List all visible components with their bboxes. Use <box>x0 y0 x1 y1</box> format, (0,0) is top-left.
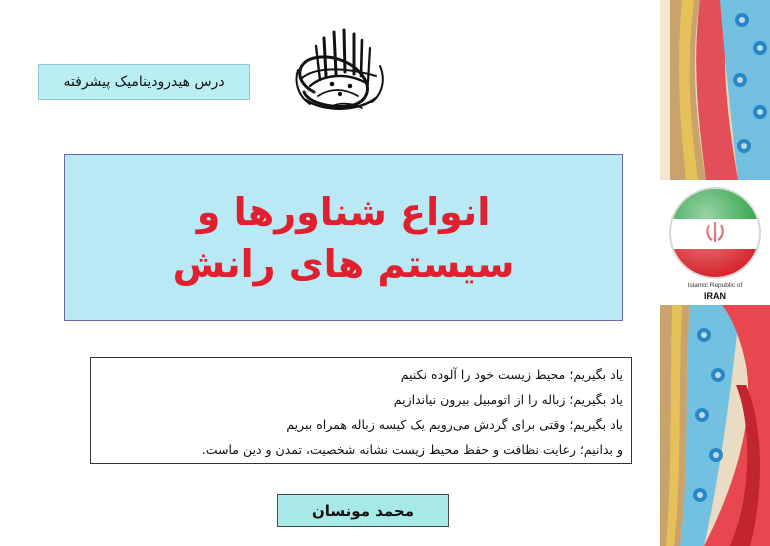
author-name: محمد مونسان <box>277 494 449 527</box>
saying-line: یاد بگیریم؛ وقتی برای گردش می‌رویم یک کیسه زباله همراه ببریم <box>286 417 623 432</box>
title-line-2: سیستم های رانش <box>172 241 515 286</box>
decorative-pattern-bottom <box>660 305 770 546</box>
flag-caption-large: IRAN <box>704 291 726 301</box>
course-label: درس هیدرودینامیک پیشرفته <box>38 64 250 100</box>
slide-title <box>64 154 623 321</box>
decorative-pattern-top <box>660 0 770 180</box>
saying-line: و بدانیم؛ رعایت نظافت و حفظ محیط زیست نشانه شخصیت، تمدن و دین ماست. <box>201 442 623 457</box>
flag-caption-small: Islamic Republic of <box>687 282 743 289</box>
saying-line: یاد بگیریم؛ زباله را از اتومبیل بیرون نیاندازیم <box>393 392 623 407</box>
title-line-1: انواع شناورها و <box>196 189 491 234</box>
sayings-box <box>90 357 632 464</box>
calligraphy-emblem <box>284 22 394 118</box>
saying-line: یاد بگیریم؛ محیط زیست خود را آلوده نکنیم <box>400 367 623 382</box>
decorative-side-panel <box>660 0 770 546</box>
